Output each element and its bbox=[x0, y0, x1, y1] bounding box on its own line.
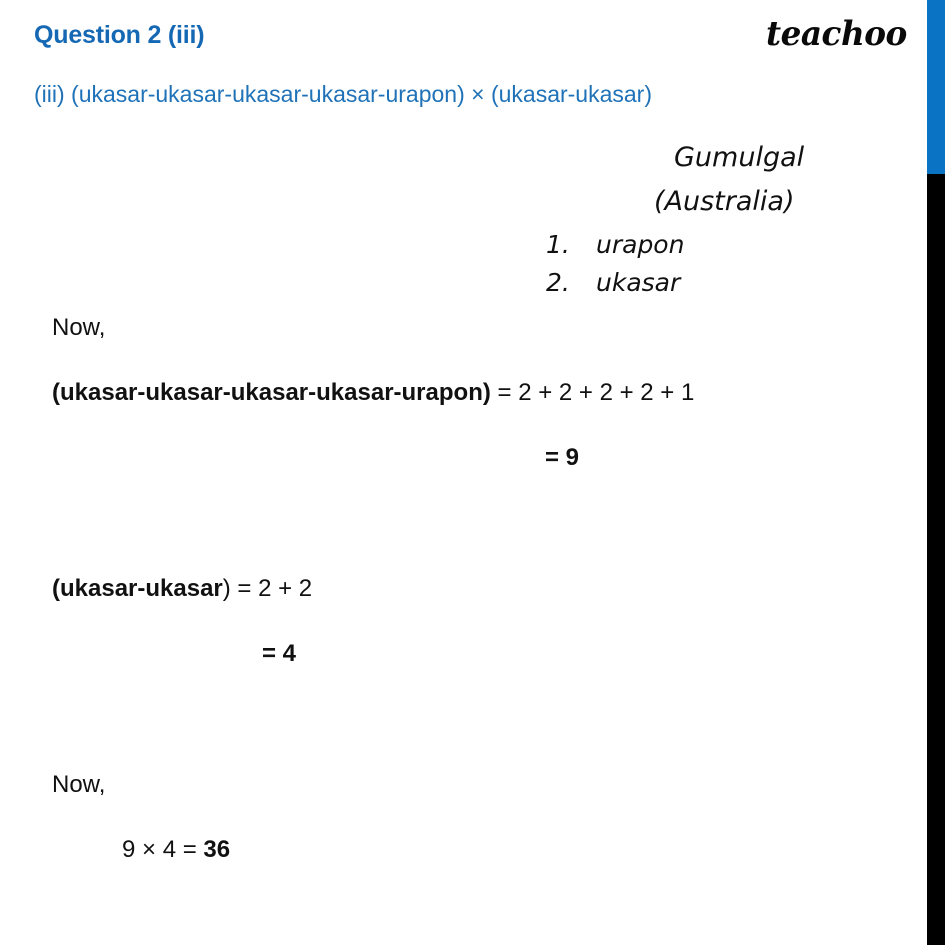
handwritten-title-line1: Gumulgal bbox=[674, 142, 805, 173]
final-answer-value: 36 bbox=[203, 836, 231, 863]
now-label-first: Now, bbox=[52, 314, 106, 341]
handwritten-item-number: 1. bbox=[546, 230, 570, 259]
question-statement: (iii) (ukasar-ukasar-ukasar-ukasar-urapon) × (ukasar-ukasar) bbox=[34, 81, 653, 107]
equation-one-rest: = 2 + 2 + 2 + 2 + 1 bbox=[490, 379, 695, 406]
right-edge-blue-bar bbox=[927, 0, 945, 174]
handwritten-item-word: ukasar bbox=[596, 268, 681, 297]
equation-line-two bbox=[52, 575, 312, 603]
handwritten-item-number: 2. bbox=[546, 268, 570, 297]
handwritten-title-line2: (Australia) bbox=[654, 186, 795, 217]
equation-two-rest: ) = 2 + 2 bbox=[222, 575, 313, 602]
equation-one-bold-term: (ukasar-ukasar-ukasar-ukasar-urapon) bbox=[52, 379, 491, 406]
teachoo-logo: teachoo bbox=[766, 14, 907, 54]
page-title: Question 2 (iii) bbox=[34, 21, 205, 49]
handwritten-list-item bbox=[546, 268, 680, 297]
handwritten-item-word: urapon bbox=[596, 230, 685, 259]
equation-line-one bbox=[52, 379, 694, 407]
final-answer-line bbox=[122, 836, 230, 864]
handwritten-list-item bbox=[546, 230, 684, 259]
result-line-two: = 4 bbox=[262, 640, 297, 667]
final-expression: 9 × 4 = bbox=[122, 836, 204, 863]
result-line-one: = 9 bbox=[545, 444, 580, 471]
right-edge-black-bar bbox=[927, 174, 945, 945]
now-label-second: Now, bbox=[52, 771, 106, 798]
equation-two-bold-term: (ukasar-ukasar bbox=[52, 575, 223, 602]
